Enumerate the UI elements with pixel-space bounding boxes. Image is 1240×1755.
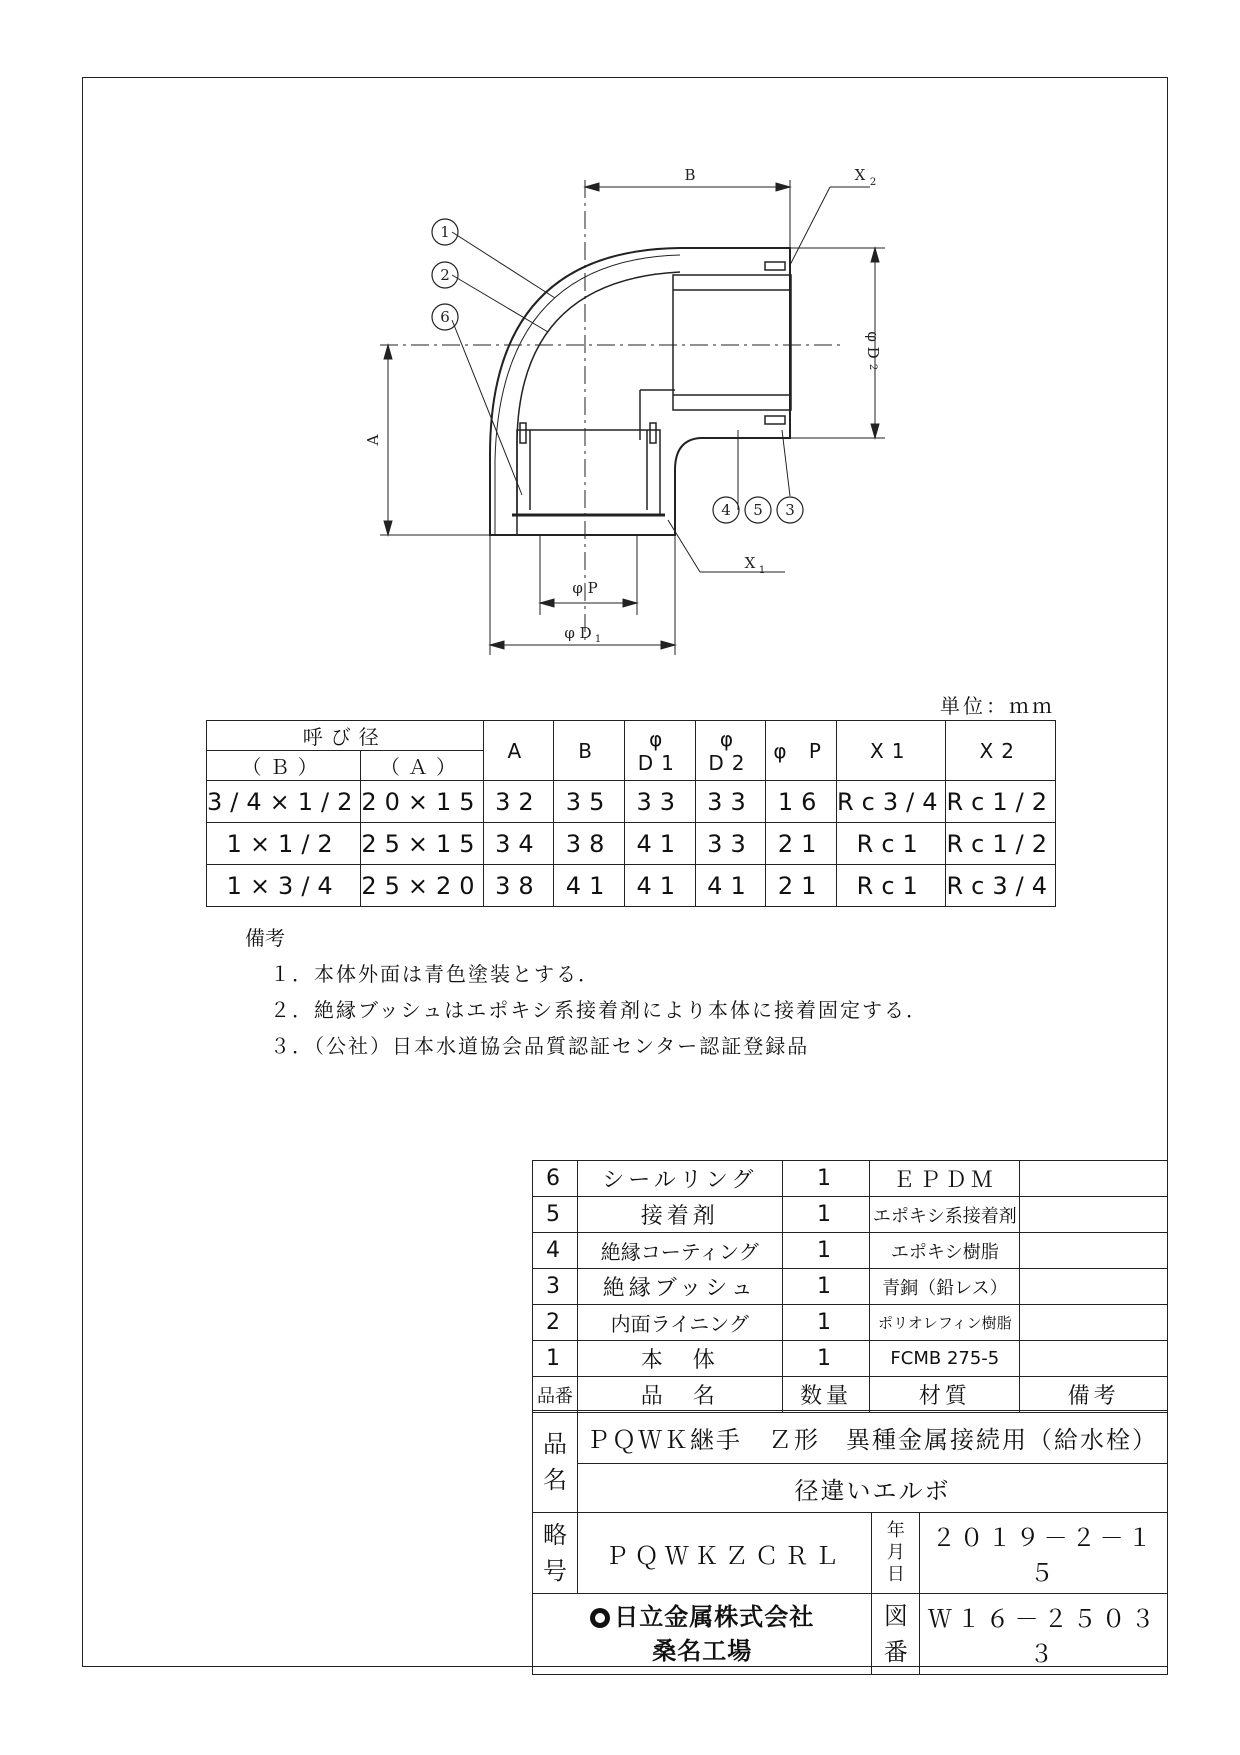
col-header-size-b: （Ｂ） bbox=[207, 751, 361, 781]
callout-1: 1 bbox=[440, 223, 450, 241]
table-row bbox=[533, 1341, 1168, 1377]
cell: Rc1 bbox=[836, 865, 946, 907]
callout-3: 3 bbox=[785, 501, 795, 519]
notes bbox=[245, 920, 928, 1064]
dim-label-phi-d2-sub: 2 bbox=[867, 363, 878, 371]
nominal-size-header: 呼び径 bbox=[207, 721, 484, 751]
cell: エポキシ樹脂 bbox=[870, 1233, 1020, 1269]
cell: 32 bbox=[483, 781, 554, 823]
cell: 内面ライニング bbox=[577, 1305, 782, 1341]
abbr-value: ＰＱＷＫＺＣＲＬ bbox=[577, 1513, 871, 1594]
table-row bbox=[207, 865, 1056, 907]
notes-title: 備考 bbox=[245, 926, 285, 950]
cell: 1 bbox=[782, 1161, 870, 1197]
cell: FCMB 275-5 bbox=[870, 1341, 1020, 1377]
table-row bbox=[533, 1305, 1168, 1341]
cell: 25×15 bbox=[361, 823, 483, 865]
cell: 6 bbox=[533, 1161, 578, 1197]
cell: 1 bbox=[782, 1197, 870, 1233]
abbr-label bbox=[533, 1513, 578, 1594]
header-cell: 品 名 bbox=[577, 1377, 782, 1413]
cell: 35 bbox=[554, 781, 625, 823]
cell: 3/4×1/2 bbox=[207, 781, 361, 823]
cell: 20×15 bbox=[361, 781, 483, 823]
dim-label-phi-d1-sub: 1 bbox=[594, 634, 602, 645]
cell bbox=[1020, 1341, 1168, 1377]
dim-label-phi-d1: φ D bbox=[564, 624, 592, 642]
elbow-body bbox=[490, 248, 791, 535]
company-name: 日立金属株式会社 bbox=[614, 1603, 815, 1631]
product-name-label-text: 品名 bbox=[542, 1429, 567, 1494]
cell: Rc1 bbox=[836, 823, 946, 865]
cell: 3 bbox=[533, 1269, 578, 1305]
cell: 2 bbox=[533, 1305, 578, 1341]
header-cell: 備考 bbox=[1020, 1377, 1168, 1413]
callout-2: 2 bbox=[440, 266, 450, 284]
unit-label: 単位：ｍｍ bbox=[940, 694, 1055, 718]
table-row bbox=[207, 823, 1056, 865]
abbr-label-text: 略号 bbox=[542, 1521, 567, 1585]
cell: 33 bbox=[624, 781, 695, 823]
product-name-line2: 径違いエルボ bbox=[577, 1464, 1167, 1513]
date-label bbox=[872, 1513, 920, 1594]
dim-label-phi-d2: φ D bbox=[864, 331, 882, 359]
cell bbox=[1020, 1161, 1168, 1197]
col-header-phi-d2: φ D2 bbox=[695, 721, 766, 781]
cell: 38 bbox=[483, 865, 554, 907]
col-header-phi-d1: φ D1 bbox=[624, 721, 695, 781]
cell: 41 bbox=[554, 865, 625, 907]
cell: シールリング bbox=[577, 1161, 782, 1197]
table-row bbox=[207, 781, 1056, 823]
cell: 接着剤 bbox=[577, 1197, 782, 1233]
dimension-table bbox=[206, 720, 1056, 907]
table-row bbox=[533, 1269, 1168, 1305]
cell: 33 bbox=[695, 823, 766, 865]
title-block bbox=[532, 1410, 1168, 1675]
cell: Rc3/4 bbox=[946, 865, 1056, 907]
cell: エポキシ系接着剤 bbox=[870, 1197, 1020, 1233]
dim-label-x2: X bbox=[854, 166, 866, 184]
cell: 絶縁コーティング bbox=[577, 1233, 782, 1269]
company-logo-icon bbox=[590, 1608, 610, 1628]
company-cell bbox=[533, 1594, 872, 1675]
cell: 38 bbox=[554, 823, 625, 865]
cell: 41 bbox=[695, 865, 766, 907]
note-item: ２．絶縁ブッシュはエポキシ系接着剤により本体に接着固定する． bbox=[270, 998, 928, 1022]
cell: 16 bbox=[766, 781, 837, 823]
note-item: ３．（公社）日本水道協会品質認証センター認証登録品 bbox=[270, 1034, 810, 1058]
col-header-size-a: （Ａ） bbox=[361, 751, 483, 781]
cell: ＥＰＤＭ bbox=[870, 1161, 1020, 1197]
cell: 本 体 bbox=[577, 1341, 782, 1377]
header-cell: 材質 bbox=[870, 1377, 1020, 1413]
table-row bbox=[533, 1161, 1168, 1197]
col-header-a: A bbox=[483, 721, 554, 781]
drawing-no-value: Ｗ１６－２５０３３ bbox=[920, 1594, 1168, 1675]
cell: 絶縁ブッシュ bbox=[577, 1269, 782, 1305]
cell: 1×1/2 bbox=[207, 823, 361, 865]
table-row bbox=[533, 1197, 1168, 1233]
drawing-no-label-text: 図番 bbox=[883, 1602, 908, 1666]
cell: 青銅（鉛レス） bbox=[870, 1269, 1020, 1305]
dim-label-x1-sub: 1 bbox=[758, 565, 766, 576]
header-cell: 品番 bbox=[533, 1377, 578, 1413]
cell: Rc1/2 bbox=[946, 781, 1056, 823]
callout-5: 5 bbox=[753, 501, 763, 519]
cell bbox=[1020, 1197, 1168, 1233]
callout-6: 6 bbox=[440, 308, 450, 326]
product-name-line1: ＰＱＷＫ継手 Ｚ形 異種金属接続用（給水栓） bbox=[577, 1411, 1167, 1464]
cell: 25×20 bbox=[361, 865, 483, 907]
drawing-no-label bbox=[872, 1594, 920, 1675]
dim-label-phi-p: φ P bbox=[572, 579, 598, 597]
dim-label-x2-sub: 2 bbox=[869, 177, 877, 188]
cell: Rc1/2 bbox=[946, 823, 1056, 865]
note-item: １．本体外面は青色塗装とする． bbox=[270, 962, 600, 986]
date-value: ２０１９－２－１５ bbox=[920, 1513, 1168, 1594]
col-header-b: B bbox=[554, 721, 625, 781]
header-cell: 数量 bbox=[782, 1377, 870, 1413]
cell: 21 bbox=[766, 823, 837, 865]
cell: 5 bbox=[533, 1197, 578, 1233]
cell: 21 bbox=[766, 865, 837, 907]
cell: 4 bbox=[533, 1233, 578, 1269]
col-header-x2: X2 bbox=[946, 721, 1056, 781]
cell: 1 bbox=[782, 1269, 870, 1305]
cell: 41 bbox=[624, 823, 695, 865]
parts-table bbox=[532, 1160, 1168, 1413]
callout-4: 4 bbox=[721, 501, 731, 519]
parts-header-row bbox=[533, 1377, 1168, 1413]
dim-label-b: B bbox=[684, 166, 696, 184]
cell: ポリオレフィン樹脂 bbox=[870, 1305, 1020, 1341]
date-label-text: 年月日 bbox=[886, 1520, 905, 1585]
table-row bbox=[533, 1233, 1168, 1269]
cell: 34 bbox=[483, 823, 554, 865]
cell: 1 bbox=[782, 1341, 870, 1377]
col-header-x1: X1 bbox=[836, 721, 946, 781]
factory-name: 桑名工場 bbox=[652, 1637, 753, 1665]
elbow-section-drawing bbox=[0, 0, 1240, 700]
cell: Rc3/4 bbox=[836, 781, 946, 823]
cell: 1 bbox=[782, 1305, 870, 1341]
dim-label-a: A bbox=[364, 434, 382, 446]
product-name-label bbox=[533, 1411, 578, 1513]
cell bbox=[1020, 1233, 1168, 1269]
cell bbox=[1020, 1269, 1168, 1305]
col-header-phi-p: φ P bbox=[766, 721, 837, 781]
cell: 1 bbox=[782, 1233, 870, 1269]
cell: 33 bbox=[695, 781, 766, 823]
dim-label-x1: X bbox=[744, 554, 756, 572]
callout-circles bbox=[432, 219, 803, 523]
cell: 1 bbox=[533, 1341, 578, 1377]
cell bbox=[1020, 1305, 1168, 1341]
cell: 1×3/4 bbox=[207, 865, 361, 907]
cell: 41 bbox=[624, 865, 695, 907]
